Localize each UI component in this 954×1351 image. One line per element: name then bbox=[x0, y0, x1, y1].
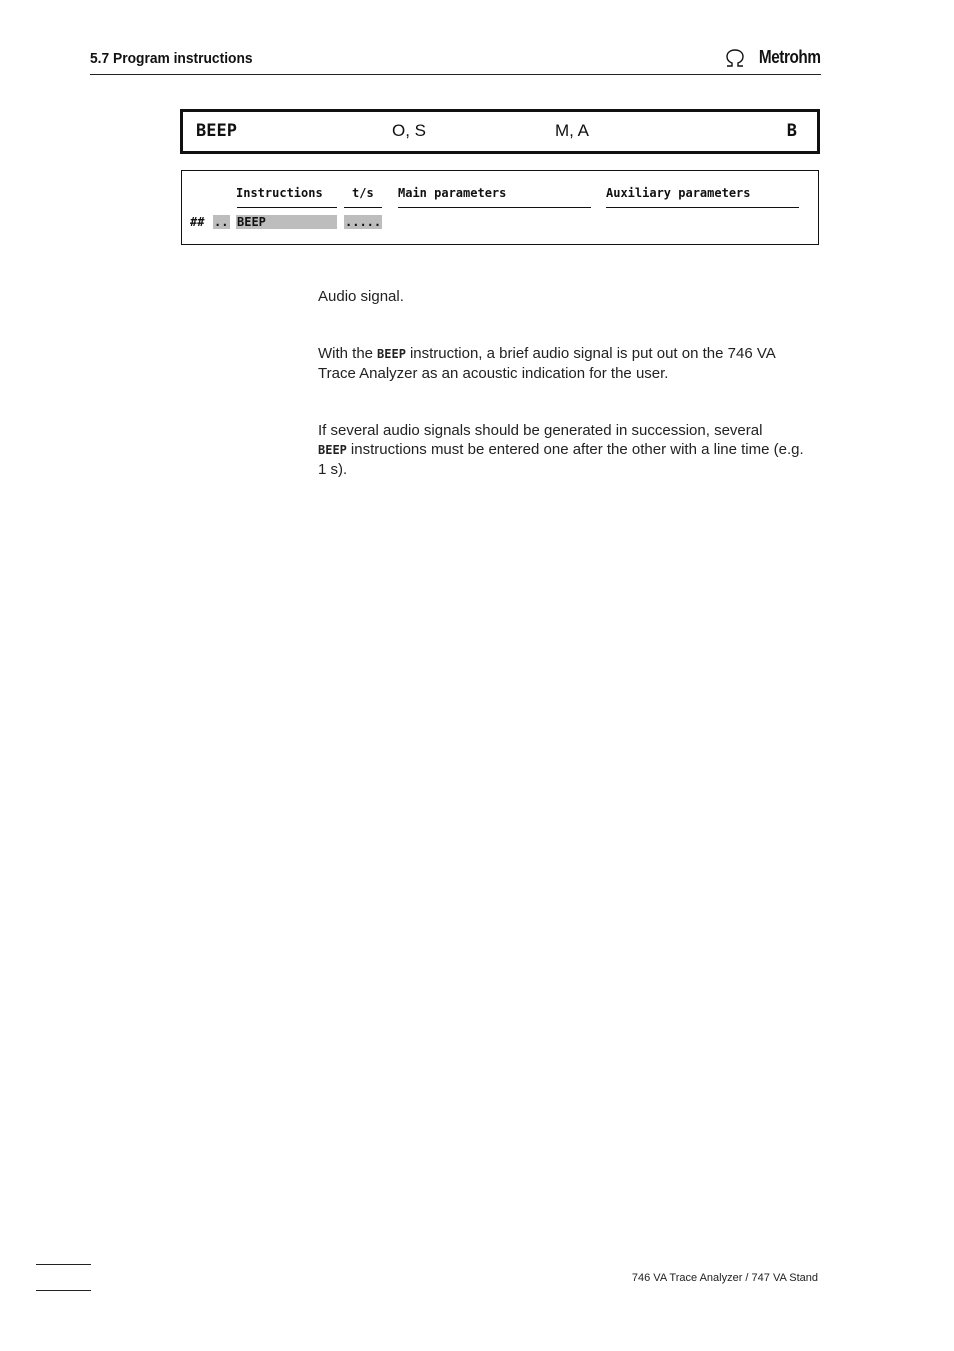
row-instruction: BEEP bbox=[237, 215, 266, 229]
paragraph-description-rest: instruction, a brief audio signal is put out on the 746 VA Trace Analyzer as an acoustic indication for the user. bbox=[318, 345, 775, 382]
keyword-beep: BEEP bbox=[318, 443, 347, 457]
column-rule-time bbox=[344, 207, 382, 208]
column-rule-auxiliary-parameters bbox=[606, 207, 799, 208]
header-divider bbox=[90, 74, 821, 75]
row-line-number: ## bbox=[190, 215, 205, 229]
instruction-modes-primary: O, S bbox=[392, 121, 427, 140]
paragraph-note bbox=[318, 421, 808, 479]
keyword-beep: BEEP bbox=[377, 347, 406, 361]
footer-rule-top bbox=[36, 1264, 91, 1265]
instruction-header-box bbox=[180, 109, 820, 154]
column-rule-instructions bbox=[237, 207, 337, 208]
column-header-auxiliary-parameters: Auxiliary parameters bbox=[606, 186, 751, 200]
section-title: 5.7 Program instructions bbox=[90, 50, 253, 67]
paragraph-summary: Audio signal. bbox=[318, 288, 404, 305]
paragraph-description-lead: With the bbox=[318, 345, 374, 362]
column-rule-main-parameters bbox=[398, 207, 591, 208]
program-table bbox=[181, 170, 819, 245]
instruction-group: B bbox=[786, 121, 797, 141]
footer-product-name: 746 VA Trace Analyzer / 747 VA Stand bbox=[631, 1272, 818, 1284]
row-time: ..... bbox=[345, 215, 382, 229]
instruction-name: BEEP bbox=[196, 121, 237, 141]
omega-logo-icon bbox=[724, 48, 746, 68]
instruction-modes-secondary: M, A bbox=[555, 121, 590, 140]
paragraph-description bbox=[318, 344, 808, 383]
brand-logo bbox=[724, 47, 821, 68]
column-header-instructions: Instructions bbox=[236, 186, 323, 200]
column-header-main-parameters: Main parameters bbox=[398, 186, 507, 200]
column-header-time: t/s bbox=[352, 186, 374, 200]
footer-rule-bottom bbox=[36, 1290, 91, 1291]
brand-name: Metrohm bbox=[758, 47, 820, 67]
paragraph-note-rest: instructions must be entered one after the other with a line time (e.g. 1 s). bbox=[318, 441, 804, 478]
paragraph-note-lead: If several audio signals should be generated in succession, several bbox=[318, 422, 763, 439]
row-dots: .. bbox=[214, 215, 229, 229]
